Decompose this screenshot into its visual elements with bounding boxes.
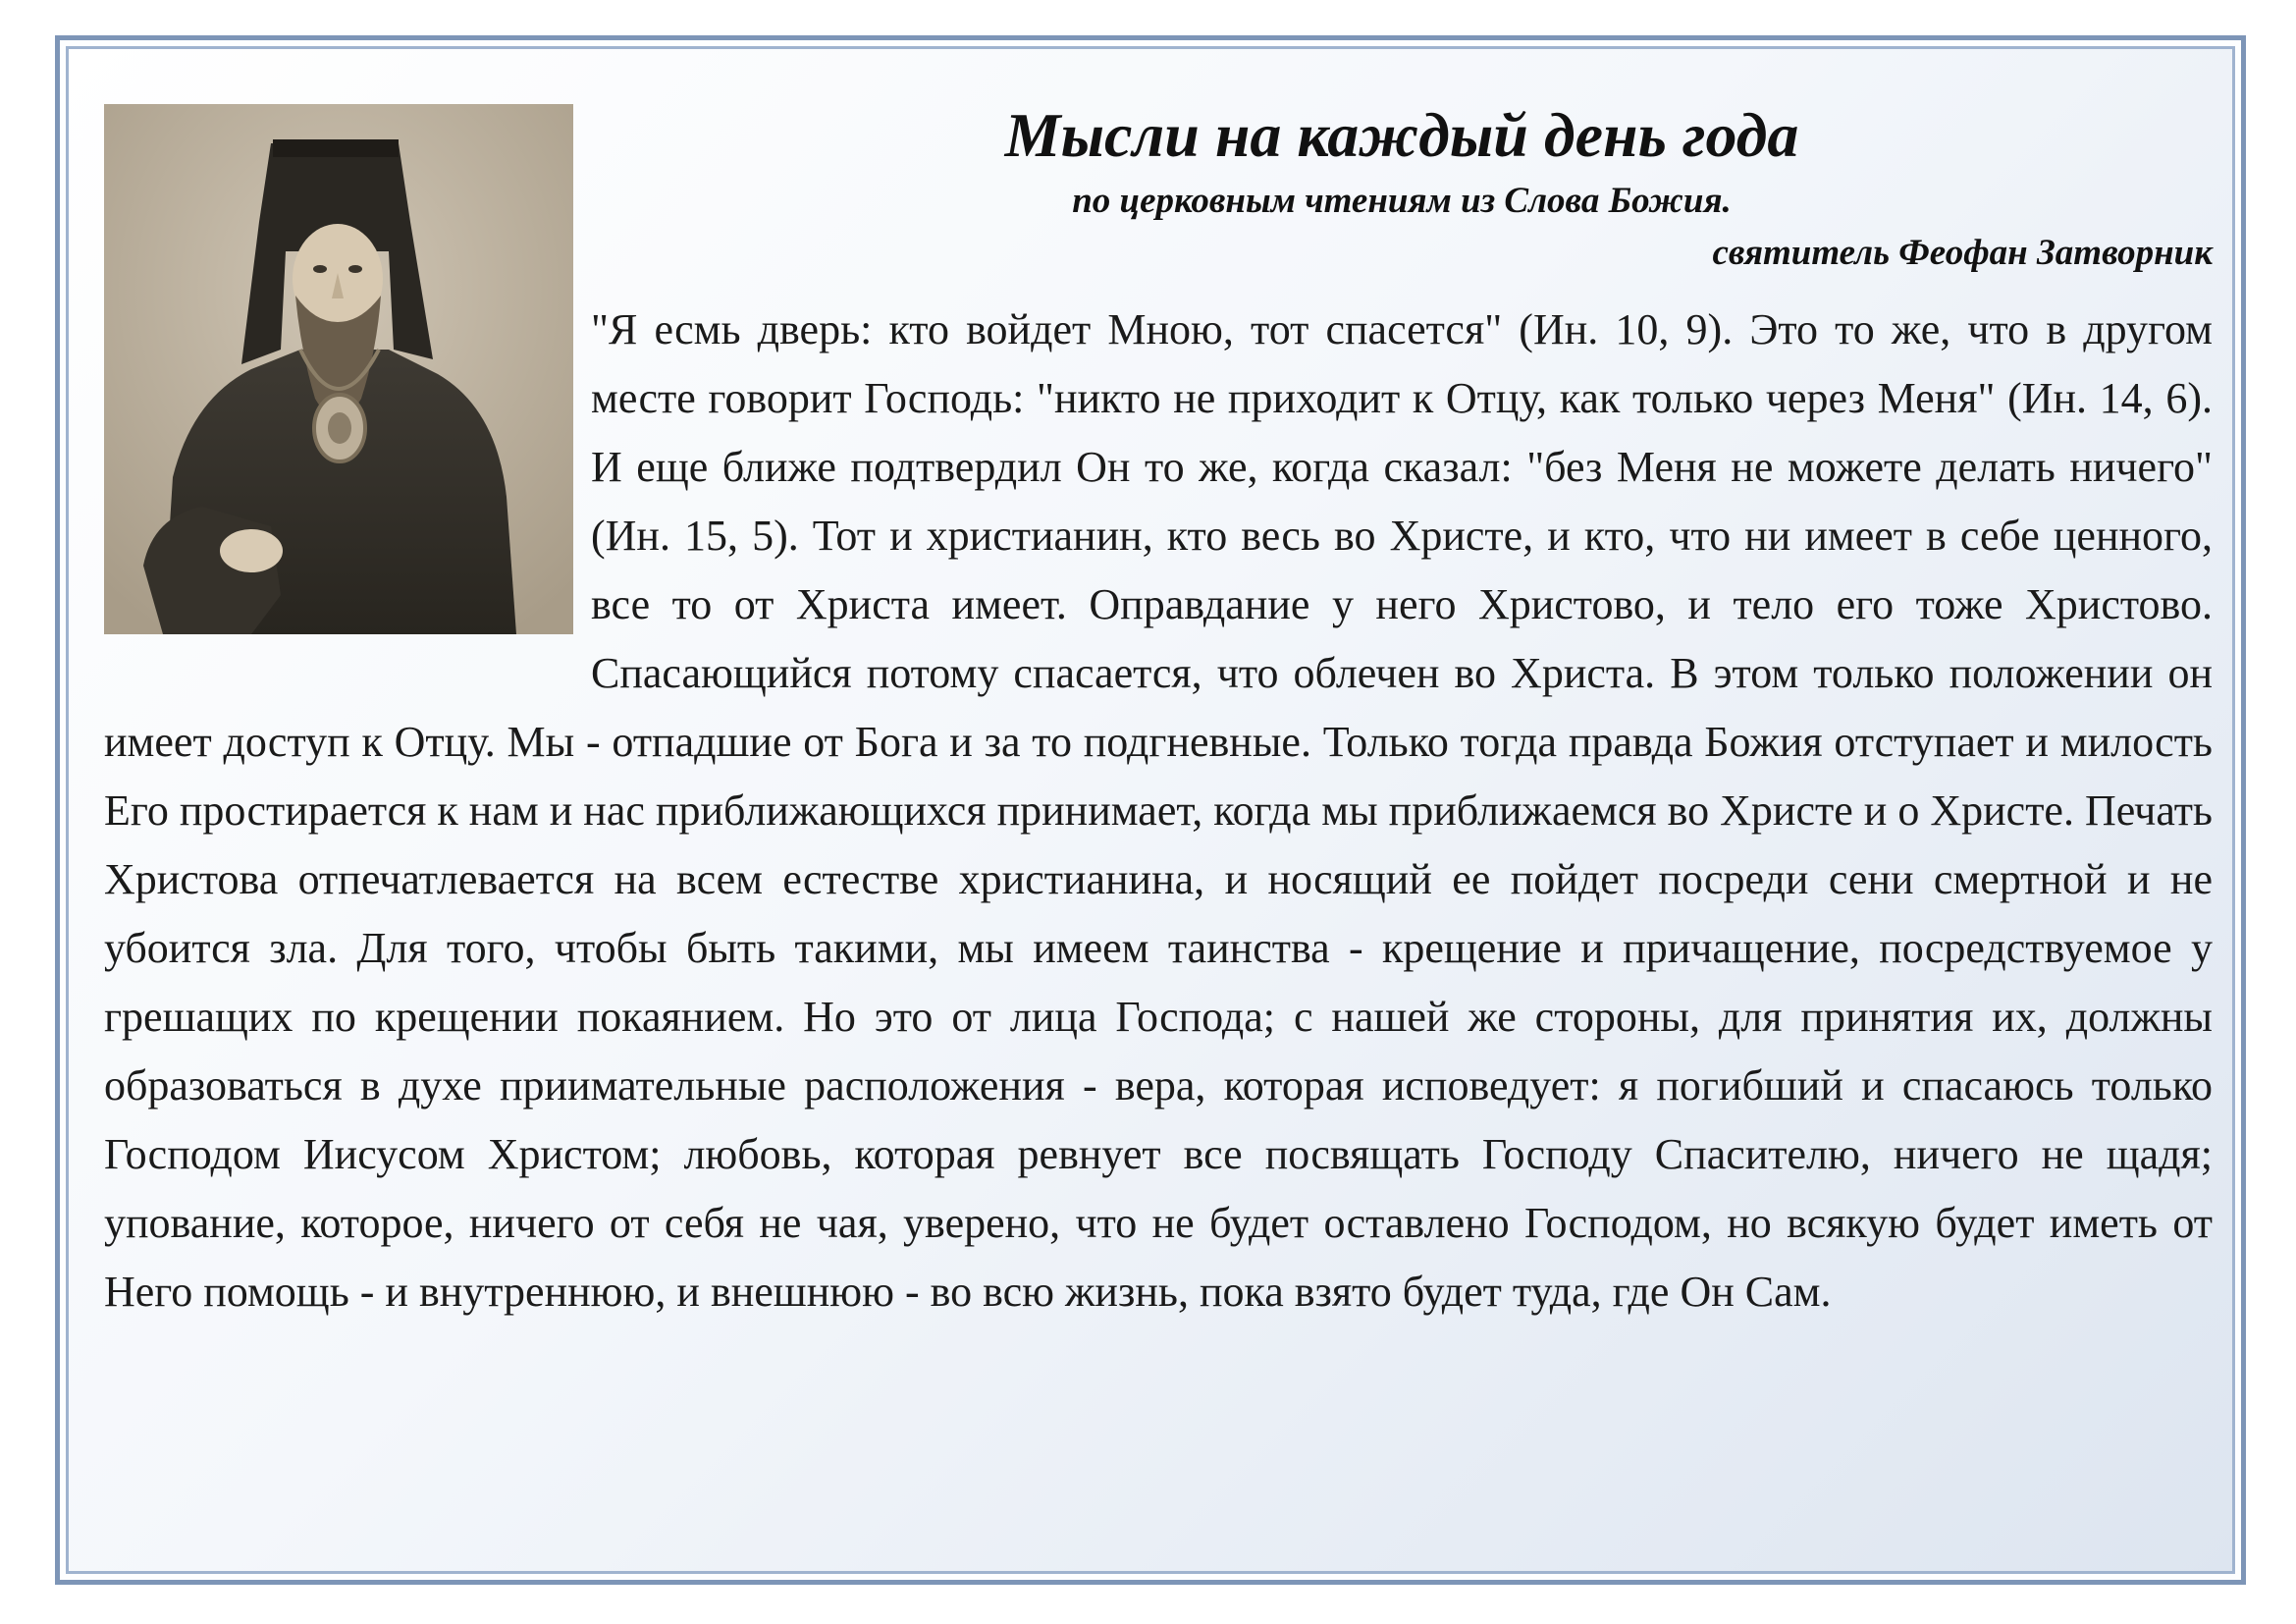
author-name: святитель Феофан Затворник [1712, 232, 2213, 273]
outer-frame [55, 35, 2246, 1585]
portrait-image [104, 104, 573, 634]
inner-frame [66, 46, 2235, 1574]
page-subtitle: по церковным чтениям из Слова Божия. [1072, 181, 1732, 222]
page-title: Мысли на каждый день года [1004, 100, 1799, 170]
portrait-illustration [104, 104, 573, 634]
content [104, 71, 2213, 1326]
body-paragraph: "Я есмь дверь: кто войдет Мною, тот спасется" (Ин. 10, 9). Это то же, что в другом месте говорит Господь: "никто не приходит к Отцу, как только через Меня" (Ин. 14, 6). И еще ближе подтвердил Он то же, когда сказал: "без Меня не можете делать ничего" (Ин. 15, 5). Тот и христианин, кто весь во Христе, и кто, что ни имеет в себе ценного, все то от Христа имеет. Оправдание у него Христово, и тело его тоже Христово. Спасающийся потому спасается, что облечен во Христа. В этом только положении он имеет доступ к Отцу. Мы - отпадшие от Бога и за то подгневные. Только тогда правда Божия отступает и милость Его простирается к нам и нас приближающихся принимает, когда мы приближаемся во Христе и о Христе. Печать Христова отпечатлевается на всем естестве христианина, и носящий ее пойдет посреди сени смертной и не убоится зла. Для того, чтобы быть такими, мы имеем таинства - крещение и причащение, посредствуемое у грешащих по крещении покаянием. Но это от лица Господа; с нашей же стороны, для принятия их, должны образоваться в духе приимательные расположения - вера, которая исповедует: я погибший и спасаюсь только Господом Иисусом Христом; любовь, которая ревнует все посвящать Господу Спасителю, ничего не щадя; упование, которое, ничего от себя не чая, уверено, что не будет оставлено Господом, но всякую будет иметь от Него помощь - и внутреннюю, и внешнюю - во всю жизнь, пока взято будет туда, где Он Сам. [104, 304, 2213, 1316]
